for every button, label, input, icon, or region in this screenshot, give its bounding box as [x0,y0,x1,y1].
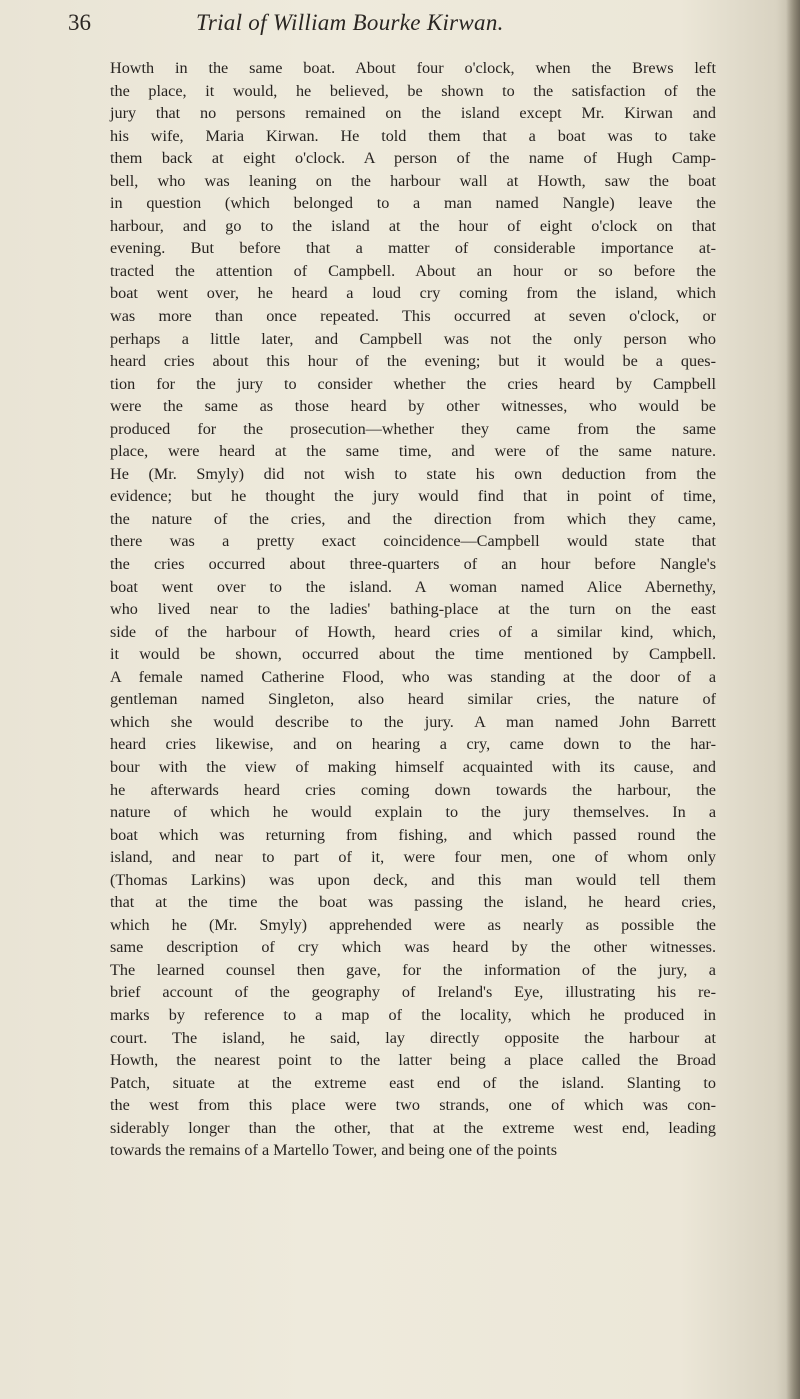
text-line: marks by reference to a map of the locality, which he produced in [110,1005,716,1024]
text-line: the nature of the cries, and the direction from which they came, [110,509,716,528]
text-line: harbour, and go to the island at the hour of eight o'clock on that [110,216,716,235]
text-line: same description of cry which was heard by the other witnesses. [110,938,716,957]
text-line: there was a pretty exact coincidence—Campbell would state that [110,532,716,551]
text-line: gentleman named Singleton, also heard similar cries, the nature of [110,690,716,709]
text-line: that at the time the boat was passing the island, he heard cries, [110,893,716,912]
page-number: 36 [68,10,91,35]
text-line: it would be shown, occurred about the time mentioned by Campbell. [110,645,716,664]
text-line: boat which was returning from fishing, and which passed round the [110,825,716,844]
running-title: Trial of William Bourke Kirwan. [196,10,504,35]
text-line: the west from this place were two strands, one of which was con- [110,1096,716,1115]
text-line: evidence; but he thought the jury would find that in point of time, [110,487,716,506]
text-line: island, and near to part of it, were four men, one of whom only [110,848,716,867]
text-line: he afterwards heard cries coming down towards the harbour, the [110,780,716,799]
text-line: nature of which he would explain to the jury themselves. In a [110,803,716,822]
text-line: place, were heard at the same time, and were of the same nature. [110,442,716,461]
text-line: produced for the prosecution—whether they came from the same [110,419,716,438]
text-line: which she would describe to the jury. A man named John Barrett [110,712,716,731]
text-line: jury that no persons remained on the island except Mr. Kirwan and [110,104,716,123]
text-line: (Thomas Larkins) was upon deck, and this man would tell them [110,870,716,889]
text-line: siderably longer than the other, that at the extreme west end, leading [110,1118,716,1137]
text-line: tracted the attention of Campbell. About an hour or so before the [110,261,716,280]
text-line: which he (Mr. Smyly) apprehended were as nearly as possible the [110,915,716,934]
text-line: heard cries about this hour of the evening; but it would be a ques- [110,352,716,371]
text-line: were the same as those heard by other witnesses, who would be [110,397,716,416]
text-line: side of the harbour of Howth, heard cries of a similar kind, which, [110,622,716,641]
text-line: them back at eight o'clock. A person of the name of Hugh Camp- [110,149,716,168]
text-line: was more than once repeated. This occurred at seven o'clock, or [110,307,716,326]
text-line: Howth, the nearest point to the latter being a place called the Broad [110,1051,716,1070]
text-line: in question (which belonged to a man named Nangle) leave the [110,194,716,213]
text-line: Howth in the same boat. About four o'clock, when the Brews left [110,59,716,77]
text-line: perhaps a little later, and Campbell was not the only person who [110,329,716,348]
body-paragraph [110,57,716,1162]
text-line: The learned counsel then gave, for the information of the jury, a [110,960,716,979]
text-line: tion for the jury to consider whether the cries heard by Campbell [110,374,716,393]
text-line: the cries occurred about three-quarters of an hour before Nangle's [110,555,716,574]
text-line: his wife, Maria Kirwan. He told them that a boat was to take [110,126,716,145]
text-line: evening. But before that a matter of considerable importance at- [110,239,716,258]
text-line: brief account of the geography of Ireland's Eye, illustrating his re- [110,983,716,1002]
text-line: He (Mr. Smyly) did not wish to state his own deduction from the [110,464,716,483]
text-line: heard cries likewise, and on hearing a cry, came down to the har- [110,735,716,754]
page-edge-shadow [786,0,800,1399]
text-line: towards the remains of a Martello Tower, and being one of the points [110,1141,558,1160]
text-line: boat went over to the island. A woman named Alice Abernethy, [110,577,716,596]
text-line: A female named Catherine Flood, who was standing at the door of a [110,667,716,686]
text-line: who lived near to the ladies' bathing-place at the turn on the east [110,600,716,619]
text-line: Patch, situate at the extreme east end of the island. Slanting to [110,1073,716,1092]
page-header [68,10,718,42]
text-line: bour with the view of making himself acquainted with its cause, and [110,757,716,776]
text-line: the place, it would, he believed, be shown to the satisfaction of the [110,81,716,100]
text-line: court. The island, he said, lay directly opposite the harbour at [110,1028,716,1047]
text-line: bell, who was leaning on the harbour wall at Howth, saw the boat [110,171,716,190]
text-line: boat went over, he heard a loud cry coming from the island, which [110,284,716,303]
